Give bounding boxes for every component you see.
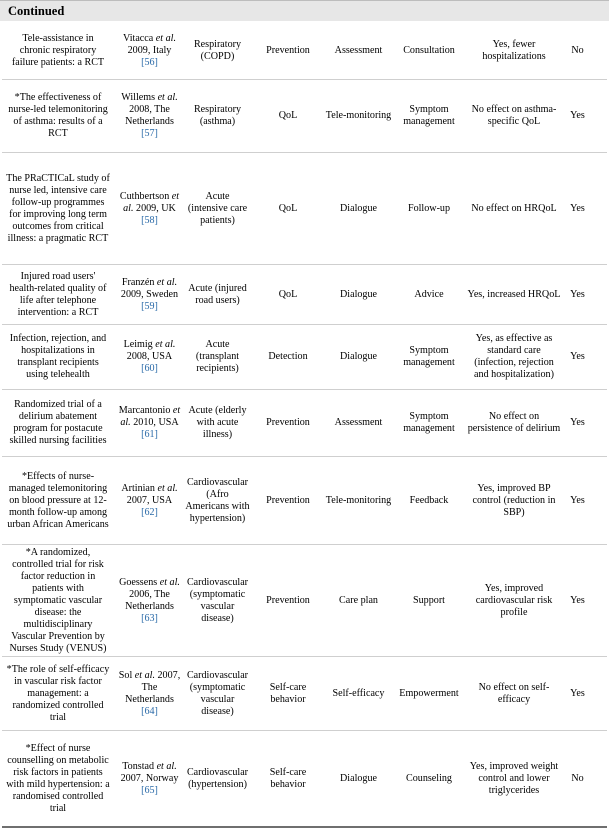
aim-cell	[258, 22, 318, 79]
et-al: et al.	[159, 576, 180, 588]
aim: QoL	[278, 202, 298, 214]
author-name: Marcantonio	[118, 405, 171, 416]
effect-cell	[466, 80, 562, 152]
study-title-cell	[6, 265, 110, 324]
population: Acute (elderly with acute illness)	[188, 405, 247, 440]
population: Cardiovascular (symptomatic vascular disease)	[186, 669, 249, 717]
target: Counseling	[406, 772, 452, 784]
effect: Yes, as effective as standard care (infection, rejection and hospitalization)	[474, 333, 554, 380]
effect: Yes, improved weight control and lower triglycerides	[469, 760, 559, 796]
aim-cell	[258, 80, 318, 152]
study-title: *Effect of nurse counselling on metabolic risk factors in patients with mild hypertension: a randomised controlled trial	[6, 742, 110, 814]
effect-cell	[466, 153, 562, 264]
study-title: Tele-assistance in chronic respiratory failure patients: a RCT	[11, 32, 105, 68]
aim: Self-care behavior	[269, 681, 307, 705]
intervention-cell	[322, 22, 395, 79]
study-title-cell	[6, 457, 110, 544]
significance-cell	[562, 457, 593, 544]
citation-cell	[117, 657, 182, 730]
et-al: et al.	[155, 339, 176, 350]
effect-cell	[466, 390, 562, 456]
target: Advice	[414, 288, 444, 300]
author-name: Leimig	[123, 339, 153, 350]
aim: QoL	[278, 110, 298, 121]
significance: Yes	[570, 687, 585, 699]
study-title: *The effectiveness of nurse-led telemonitoring of asthma: results of a RCT	[8, 92, 108, 139]
aim: QoL	[278, 288, 298, 300]
et-al: et al.	[155, 32, 176, 44]
population-cell	[185, 265, 250, 324]
year-country: 2009, Sweden	[120, 288, 179, 300]
effect: No effect on self-efficacy	[478, 681, 550, 705]
reference-link: [56]	[141, 56, 158, 68]
aim-cell	[258, 657, 318, 730]
reference-link: [60]	[141, 363, 158, 374]
target-cell	[396, 265, 462, 324]
population-cell	[185, 457, 250, 544]
significance: Yes	[570, 594, 585, 606]
effect: Yes, improved cardiovascular risk profile	[475, 582, 553, 618]
reference-link: [64]	[141, 705, 158, 717]
significance: Yes	[570, 417, 585, 428]
study-title: *Effects of nurse-managed telemonitoring on blood pressure at 12-month follow-up among urban African Americans	[7, 470, 109, 530]
significance-cell	[562, 153, 593, 264]
population-cell	[185, 325, 250, 389]
significance: Yes	[570, 202, 585, 214]
study-title-cell	[6, 153, 110, 264]
target-cell	[396, 545, 462, 656]
target: Empowerment	[399, 687, 459, 699]
significance: No	[571, 772, 584, 784]
population: Respiratory (asthma)	[193, 104, 242, 127]
reference-link: [61]	[141, 429, 158, 440]
population-cell	[185, 657, 250, 730]
target-cell	[396, 22, 462, 79]
intervention-cell	[322, 153, 395, 264]
intervention-cell	[322, 731, 395, 826]
study-title-cell	[6, 325, 110, 389]
year-country: 2007, The Netherlands	[125, 669, 181, 705]
author-name: Willems	[121, 92, 156, 103]
target: Follow-up	[407, 202, 451, 214]
effect-cell	[466, 731, 562, 826]
author-name: Cuthbertson	[119, 190, 170, 202]
table-continued-header	[0, 0, 609, 21]
intervention-cell	[322, 325, 395, 389]
intervention-cell	[322, 657, 395, 730]
citation-cell	[117, 390, 182, 456]
population-cell	[185, 390, 250, 456]
citation-cell	[117, 80, 182, 152]
et-al: et al.	[156, 760, 177, 772]
et-al: et al.	[134, 669, 155, 681]
study-title-cell	[6, 80, 110, 152]
citation-cell	[117, 457, 182, 544]
citation-cell	[117, 545, 182, 656]
significance-cell	[562, 545, 593, 656]
population-cell	[185, 153, 250, 264]
aim-cell	[258, 153, 318, 264]
aim: Prevention	[266, 44, 310, 56]
target-cell	[396, 657, 462, 730]
significance-cell	[562, 22, 593, 79]
year-country: 2006, The Netherlands	[125, 588, 174, 612]
significance: No	[571, 44, 584, 56]
citation-cell	[117, 325, 182, 389]
population: Respiratory (COPD)	[193, 38, 242, 62]
effect: No effect on persistence of delirium	[467, 411, 561, 434]
study-title: *A randomized, controlled trial for risk factor reduction in patients with symptomatic vascular disease: the multidisciplinary Vascular Prevention by Nurses Study (VENUS)	[9, 546, 107, 654]
significance-cell	[562, 265, 593, 324]
author-name: Vitacca	[123, 32, 154, 44]
population: Acute (transplant recipients)	[195, 339, 240, 374]
target: Symptom management	[403, 104, 455, 127]
year-country: 2007, Norway	[120, 772, 179, 784]
intervention: Dialogue	[340, 202, 377, 214]
effect-cell	[466, 457, 562, 544]
intervention-cell	[322, 457, 395, 544]
aim: Prevention	[266, 494, 310, 506]
population: Cardiovascular (hypertension)	[186, 766, 249, 790]
et-al: et al.	[156, 276, 178, 288]
year-country: 2008, USA	[126, 351, 173, 362]
significance: Yes	[570, 351, 585, 362]
et-al: et al.	[157, 92, 178, 103]
significance-cell	[562, 325, 593, 389]
study-title: *The role of self-efficacy in vascular risk factor management: a randomized controlled trial	[6, 663, 110, 723]
study-title: The PRaCTICaL study of nurse led, intensive care follow-up programmes for improving long term outcomes from critical illness: a pragmatic RCT	[6, 172, 110, 244]
effect-cell	[466, 657, 562, 730]
table-bottom-rule	[2, 826, 607, 828]
effect-cell	[466, 265, 562, 324]
author-name: Franzén	[121, 276, 155, 288]
study-title: Injured road users' health-related quality of life after telephone intervention: a RCT	[9, 270, 107, 318]
citation-cell	[117, 22, 182, 79]
intervention: Assessment	[334, 417, 383, 428]
year-country: 2009, UK	[136, 202, 176, 214]
reference-link: [65]	[141, 784, 158, 796]
reference-link: [59]	[141, 300, 158, 312]
population-cell	[185, 731, 250, 826]
intervention-cell	[322, 545, 395, 656]
population: Acute (intensive care patients)	[187, 190, 248, 226]
intervention: Self-efficacy	[332, 687, 385, 699]
continued-label: Continued	[8, 4, 65, 18]
effect: Yes, increased HRQoL	[467, 288, 561, 300]
intervention: Assessment	[334, 44, 383, 56]
target-cell	[396, 457, 462, 544]
effect: No effect on HRQoL	[471, 202, 557, 214]
study-title-cell	[6, 657, 110, 730]
effect-cell	[466, 325, 562, 389]
author-name: Goessens	[119, 576, 158, 588]
significance-cell	[562, 731, 593, 826]
year-country: 2008, The Netherlands	[125, 104, 174, 127]
target: Consultation	[403, 44, 455, 56]
citation-cell	[117, 731, 182, 826]
intervention-cell	[322, 80, 395, 152]
reference-link: [57]	[141, 128, 158, 139]
target-cell	[396, 390, 462, 456]
et-al: et al.	[120, 405, 181, 428]
aim: Detection	[268, 351, 308, 362]
intervention: Care plan	[339, 594, 378, 606]
target-cell	[396, 731, 462, 826]
citation-cell	[117, 265, 182, 324]
aim-cell	[258, 731, 318, 826]
aim-cell	[258, 325, 318, 389]
et-al: et al.	[123, 190, 180, 214]
intervention: Tele-monitoring	[325, 110, 392, 121]
aim: Prevention	[266, 417, 310, 428]
reference-link: [62]	[141, 506, 158, 518]
significance-cell	[562, 390, 593, 456]
effect: Yes, improved BP control (reduction in SBP)	[472, 482, 556, 518]
population: Cardiovascular (symptomatic vascular disease)	[186, 576, 249, 624]
effect: No effect on asthma-specific QoL	[471, 104, 557, 127]
study-title-cell	[6, 22, 110, 79]
intervention-cell	[322, 390, 395, 456]
significance: Yes	[570, 288, 585, 300]
aim: Self-care behavior	[269, 766, 307, 790]
population-cell	[185, 545, 250, 656]
aim-cell	[258, 390, 318, 456]
author-name: Sol	[118, 669, 133, 681]
study-title: Randomized trial of a delirium abatement program for postacute skilled nursing facilities	[9, 399, 107, 446]
population-cell	[185, 80, 250, 152]
study-title: Infection, rejection, and hospitalizations in transplant recipients using telehealth	[9, 333, 107, 380]
target-cell	[396, 153, 462, 264]
target-cell	[396, 80, 462, 152]
et-al: et al.	[157, 482, 178, 494]
population-cell	[185, 22, 250, 79]
effect: Yes, fewer hospitalizations	[482, 38, 546, 62]
aim-cell	[258, 545, 318, 656]
intervention: Dialogue	[340, 288, 377, 300]
significance: Yes	[570, 110, 585, 121]
population: Cardiovascular (Afro Americans with hypertension)	[185, 476, 250, 524]
study-title-cell	[6, 731, 110, 826]
target-cell	[396, 325, 462, 389]
significance: Yes	[570, 494, 585, 506]
effect-cell	[466, 545, 562, 656]
aim-cell	[258, 265, 318, 324]
reference-link: [58]	[141, 214, 158, 226]
target: Feedback	[409, 494, 449, 506]
target: Symptom management	[403, 411, 455, 434]
target: Symptom management	[403, 345, 455, 368]
aim-cell	[258, 457, 318, 544]
target: Support	[413, 594, 445, 606]
study-title-cell	[6, 545, 110, 656]
intervention-cell	[322, 265, 395, 324]
intervention: Dialogue	[340, 351, 377, 362]
effect-cell	[466, 22, 562, 79]
aim: Prevention	[266, 594, 310, 606]
intervention: Tele-monitoring	[325, 494, 392, 506]
author-name: Artinian	[121, 482, 155, 494]
intervention: Dialogue	[340, 772, 377, 784]
citation-cell	[117, 153, 182, 264]
significance-cell	[562, 657, 593, 730]
year-country: 2009, Italy	[127, 44, 172, 56]
reference-link: [63]	[141, 612, 158, 624]
year-country: 2010, USA	[133, 417, 179, 428]
study-title-cell	[6, 390, 110, 456]
author-name: Tonstad	[122, 760, 155, 772]
significance-cell	[562, 80, 593, 152]
population: Acute (injured road users)	[188, 282, 247, 306]
year-country: 2007, USA	[126, 494, 173, 506]
